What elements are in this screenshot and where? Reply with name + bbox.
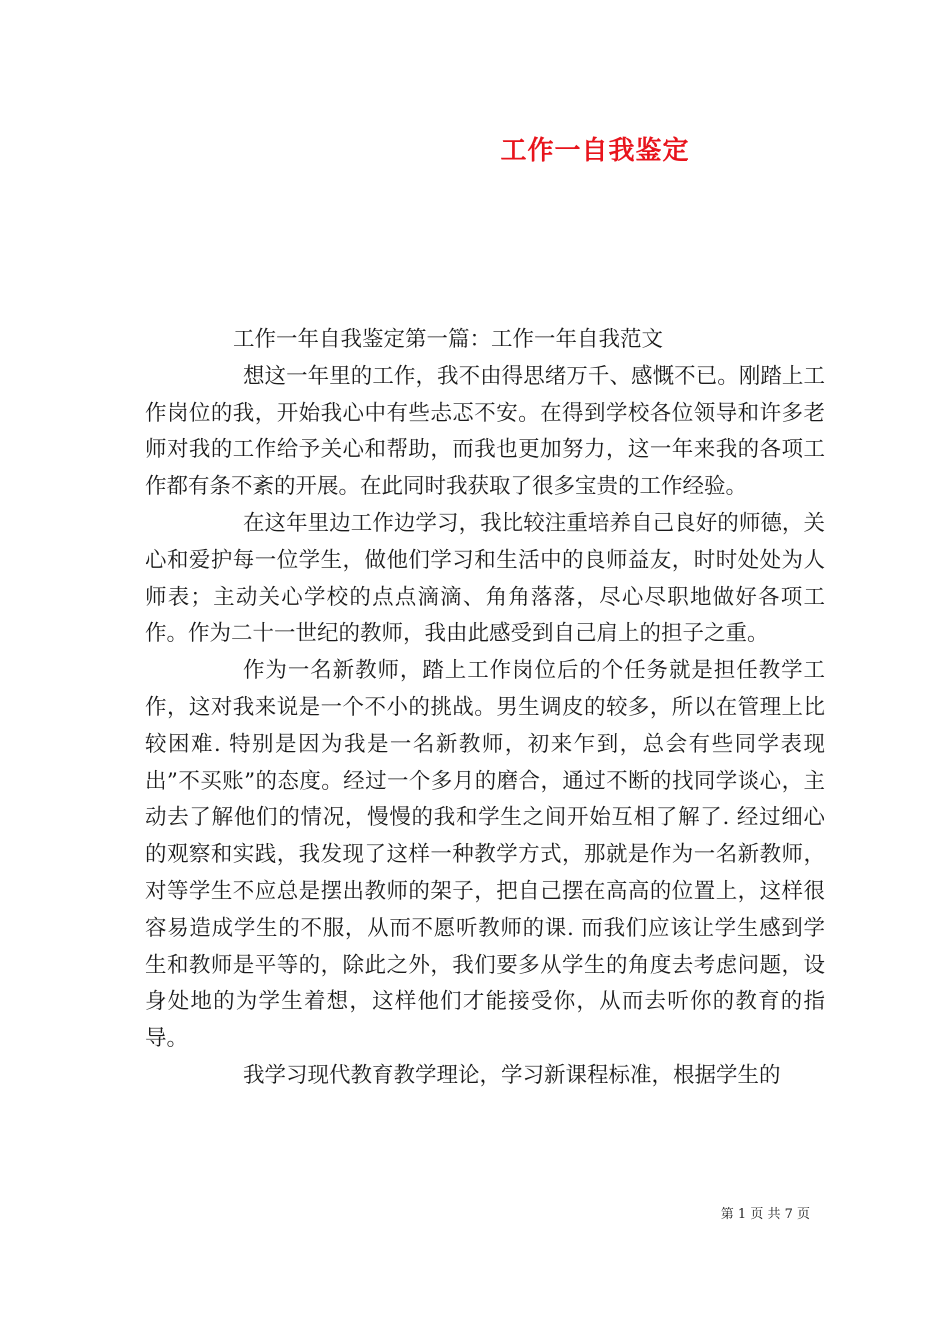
paragraph-2: 在这年里边工作边学习，我比较注重培养自己良好的师德，关心和爱护每一位学生，做他们学习和生活中的良师益友，时时处处为人师表；主动关心学校的点点滴滴、角角落落，尽心尽职地做好各项工作。作为二十一世纪的教师，我由此感受到自己肩上的担子之重。 (145, 510, 825, 647)
paragraph-1: 想这一年里的工作，我不由得思绪万千、感慨不已。刚踏上工作岗位的我，开始我心中有些忐忑不安。在得到学校各位领导和许多老师对我的工作给予关心和帮助，而我也更加努力，这一年来我的各项工作都有条不紊的开展。在此同时我获取了很多宝贵的工作经验。 (145, 363, 825, 500)
page-number-footer: 第 1 页 共 7 页 (720, 1207, 810, 1222)
paragraph-3: 作为一名新教师，踏上工作岗位后的个任务就是担任教学工作，这对我来说是一个不小的挑战。男生调皮的较多，所以在管理上比较困难. 特别是因为我是一名新教师，初来乍到，总会有些同学表现出”不买账”的态度。经过一个多月的磨合，通过不断的找同学谈心，主动去了解他们的情况，慢慢的我和学生之间开始互相了解了. 经过细心的观察和实践，我发现了这样一种教学方式，那就是作为一名新教师，对等学生不应总是摆出教师的架子，把自己摆在高高的位置上，这样很容易造成学生的不服，从而不愿听教师的课. 而我们应该让学生感到学生和教师是平等的，除此之外，我们要多从学生的角度去考虑问题，设身处地的为学生着想，这样他们才能接受你，从而去听你的教育的指导。 (145, 658, 825, 1052)
document-body (145, 322, 825, 1095)
paragraph-4: 我学习现代教育教学理论，学习新课程标准，根据学生的 (243, 1062, 781, 1088)
document-title: 工作一自我鉴定 (500, 136, 690, 166)
section-subheading: 工作一年自我鉴定第一篇：工作一年自我范文 (233, 327, 664, 352)
